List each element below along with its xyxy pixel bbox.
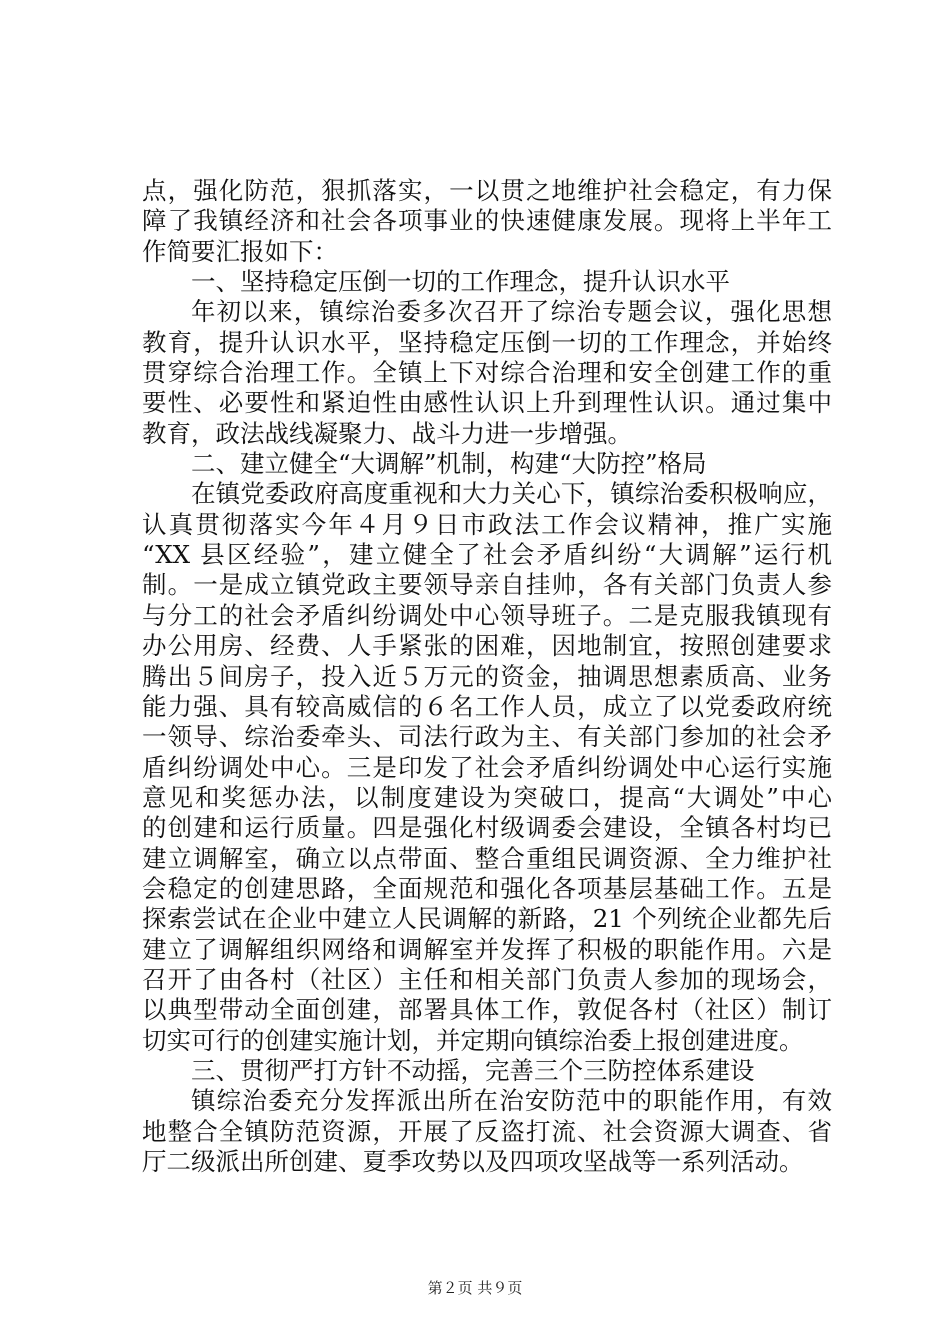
text-line: 作简要汇报如下：	[142, 236, 338, 266]
page-footer: 第２页 共９页	[427, 1279, 523, 1297]
text-line: 意见和奖惩办法，以制度建设为突破口，提高“大调处”中心	[142, 782, 832, 812]
text-line: 地整合全镇防范资源，开展了反盗打流、社会资源大调查、省	[142, 1116, 832, 1146]
document-body	[142, 176, 832, 1177]
text-line: 切实可行的创建实施计划，并定期向镇综治委上报创建进度。	[142, 1025, 804, 1055]
text-line: 以典型带动全面创建，部署具体工作，敦促各村（社区）制订	[142, 995, 832, 1025]
text-line: 障了我镇经济和社会各项事业的快速健康发展。现将上半年工	[142, 206, 832, 236]
text-line: 盾纠纷调处中心。三是印发了社会矛盾纠纷调处中心运行实施	[142, 752, 832, 782]
text-line: 一领导、综治委牵头、司法行政为主、有关部门参加的社会矛	[142, 722, 832, 752]
text-line: 探索尝试在企业中建立人民调解的新路，21 个列统企业都先后	[142, 904, 832, 934]
text-line: “XX 县区经验”，建立健全了社会矛盾纠纷“大调解”运行机	[142, 540, 832, 570]
text-line: 召开了由各村（社区）主任和相关部门负责人参加的现场会，	[142, 964, 832, 994]
text-line: 教育，提升认识水平，坚持稳定压倒一切的工作理念，并始终	[142, 327, 832, 357]
text-line: 一、坚持稳定压倒一切的工作理念，提升认识水平	[191, 267, 730, 297]
text-line: 贯穿综合治理工作。全镇上下对综合治理和安全创建工作的重	[142, 358, 832, 388]
text-line: 会稳定的创建思路，全面规范和强化各项基层基础工作。五是	[142, 873, 832, 903]
text-line: 建立了调解组织网络和调解室并发挥了积极的职能作用。六是	[142, 934, 832, 964]
text-line: 厅二级派出所创建、夏季攻势以及四项攻坚战等一系列活动。	[142, 1147, 804, 1176]
text-line: 办公用房、经费、人手紧张的困难，因地制宜，按照创建要求	[142, 631, 832, 661]
text-line: 能力强、具有较高威信的６名工作人员，成立了以党委政府统	[142, 691, 832, 721]
text-line: 要性、必要性和紧迫性由感性认识上升到理性认识。通过集中	[142, 388, 832, 418]
text-line: 教育，政法战线凝聚力、战斗力进一步增强。	[142, 418, 632, 448]
text-line: 三、贯彻严打方针不动摇，完善三个三防控体系建设	[191, 1055, 755, 1085]
text-line: 制。一是成立镇党政主要领导亲自挂帅，各有关部门负责人参	[142, 570, 832, 600]
text-line: 点，强化防范，狠抓落实，一以贯之地维护社会稳定，有力保	[142, 176, 832, 205]
text-line: 的创建和运行质量。四是强化村级调委会建设，全镇各村均已	[142, 813, 832, 843]
text-line: 二、建立健全“大调解”机制，构建“大防控”格局	[191, 449, 707, 479]
text-line: 年初以来，镇综治委多次召开了综治专题会议，强化思想	[191, 297, 832, 327]
text-line: 认真贯彻落实今年４月９日市政法工作会议精神，推广实施	[142, 509, 832, 539]
text-line: 腾出５间房子，投入近５万元的资金，抽调思想素质高、业务	[142, 661, 832, 691]
text-line: 与分工的社会矛盾纠纷调处中心领导班子。二是克服我镇现有	[142, 600, 832, 630]
text-line: 建立调解室，确立以点带面、整合重组民调资源、全力维护社	[142, 843, 832, 873]
text-line: 镇综治委充分发挥派出所在治安防范中的职能作用，有效	[191, 1086, 832, 1116]
text-line: 在镇党委政府高度重视和大力关心下，镇综治委积极响应，	[191, 479, 832, 509]
